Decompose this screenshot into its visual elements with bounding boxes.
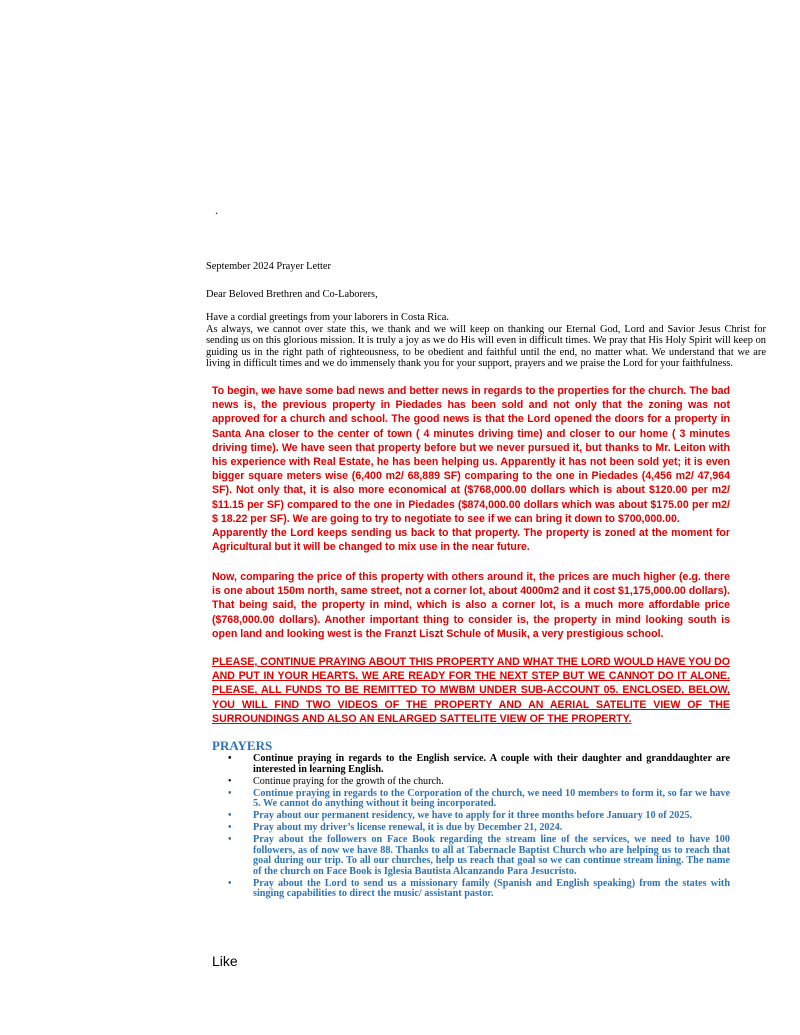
list-item	[212, 879, 730, 900]
bullet-icon: •	[228, 753, 232, 764]
bullet-icon: •	[228, 775, 232, 787]
prayer-request-callout: PLEASE, CONTINUE PRAYING ABOUT THIS PROPERTY AND WHAT THE LORD WOULD HAVE YOU DO AND PUT IN YOUR HEARTS. WE ARE READY FOR THE NEXT STEP BUT WE CANNOT DO IT ALONE. PLEASE, ALL FUNDS TO BE REMITTED TO MWBM UNDER SUB-ACCOUNT 05. ENCLOSED, BELOW, YOU WILL FIND TWO VIDEOS OF THE PROPERTY AND AN AERIAL SATELITE VIEW OF THE SURROUNDINGS AND ALSO AN ENLARGED SATTELITE VIEW OF THE PROPERTY.	[212, 656, 730, 725]
prayers-list	[212, 754, 730, 901]
stray-dot: .	[215, 203, 218, 217]
prayer-text: Pray about my driver’s license renewal, it is due by December 21, 2024.	[253, 822, 563, 834]
prayer-text: Pray about our permanent residency, we have to apply for it three months before January 10 of 2025.	[253, 810, 693, 822]
property-news-paragraph: To begin, we have some bad news and better news in regards to the properties for the church. The bad news is, the previous property in Piedades has been sold and not only that the zoning was not approved for a church and school. The good news is that the Lord opened the doors for a property in Santa Ana closer to the center of town ( 4 minutes driving time) and closer to our home ( 3 minutes driving time). We have seen that property before but we never pursued it, but thanks to Mr. Leiton with his experience with Real Estate, he has been helping us. Apparently it has not been sold yet; it is even bigger square meters wise (6,400 m2/ 68,889 SF) comparing to the one in Piedades (4,456 m2/ 47,964 SF). Not only that, it is also more economical at ($768,000.00 dollars which is about $120.00 per m2/ $11.15 per SF) compared to the one in Piedades ($874,000.00 dollars which was about $175.00 per m2/ $ 18.22 per SF). We are going to try to negotiate to see if we can bring it down to $700,000.00.	[212, 385, 730, 525]
prayer-text: Pray about the Lord to send us a missionary family (Spanish and English speaking) from the states with singing capabilities to direct the music/ assistant pastor.	[253, 877, 730, 900]
intro-greeting: Have a cordial greetings from your laborers in Costa Rica.	[206, 312, 449, 323]
bullet-icon: •	[228, 877, 232, 889]
list-item	[212, 835, 730, 877]
intro-section	[206, 312, 766, 370]
property-zoning-paragraph: Apparently the Lord keeps sending us back to that property. The property is zoned at the moment for Agricultural but it will be changed to mix use in the near future.	[212, 527, 730, 554]
price-comparison-paragraph: Now, comparing the price of this property with others around it, the prices are much higher (e.g. there is one about 150m north, same street, not a corner lot, about 4000m2 and it cost $1,175,000.00 dollars). That being said, the property in mind, which is also a corner lot, is a much more affordable price ($768,000.00 dollars). Another important thing to consider is, the property in mind looking south is open land and looking west is the Franzt Liszt Schule of Musik, a very prestigious school.	[212, 571, 730, 640]
bullet-icon: •	[228, 810, 232, 822]
list-item	[212, 754, 730, 775]
list-item	[212, 789, 730, 810]
prayers-heading: PRAYERS	[212, 738, 273, 753]
prayer-text: Continue praying in regards to the Corporation of the church, we need 10 members to form it, so far we have 5. We cannot do anything without it being incorporated.	[253, 787, 730, 810]
prayer-text: Continue praying in regards to the English service. A couple with their daughter and granddaughter are interested in learning English.	[253, 753, 730, 775]
list-item	[212, 777, 730, 788]
bullet-icon: •	[228, 834, 232, 846]
bullet-icon: •	[228, 822, 232, 834]
prayer-text: Pray about the followers on Face Book regarding the stream line of the services, we need to have 100 followers, as of now we have 88. Thanks to all at Tabernacle Baptist Church who are helping us to reach that goal during our trip. To all our churches, help us reach that goal so we can continue stream lining. The name of the church on Face Book is Iglesia Bautista Alcanzando Para Jesucristo.	[253, 834, 730, 877]
like-button[interactable]: Like	[212, 953, 238, 969]
prayer-text: Continue praying for the growth of the church.	[253, 775, 444, 787]
property-news-section	[212, 384, 730, 554]
intro-paragraph: As always, we cannot over state this, we thank and we will keep on thanking our Eternal God, Lord and Savior Jesus Christ for sending us on this glorious mission. It is truly a joy as we do His will even in difficult times. We pray that His Holy Spirit will keep on guiding us in the right path of righteousness, to be obedient and faithful until the end, no matter what. We understand that we are living in difficult times and we do immensely thank you for your support, prayers and we praise the Lord for your faithfulness.	[206, 323, 766, 370]
list-item	[212, 811, 730, 822]
bullet-icon: •	[228, 787, 232, 799]
letter-title: September 2024 Prayer Letter	[206, 261, 331, 272]
salutation: Dear Beloved Brethren and Co-Laborers,	[206, 289, 378, 300]
list-item	[212, 823, 730, 834]
